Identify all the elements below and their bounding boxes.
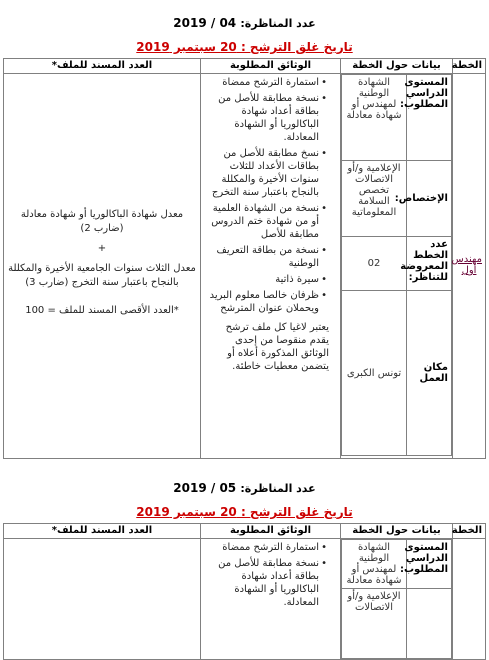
row-key: المستوى الدراسي المطلوب: <box>407 75 452 161</box>
row-key: المستوى الدراسي المطلوب: <box>407 540 452 589</box>
score-cell <box>4 74 201 459</box>
docs-cell <box>201 74 341 459</box>
contest-label: عدد المناظرة: <box>240 482 316 495</box>
list-item: • استمارة الترشح ممضاة <box>204 76 327 89</box>
list-item: • ظرفان خالصا معلوم البريد ويحملان عنوان المترشح <box>204 289 327 315</box>
plan-name-cell <box>453 539 486 660</box>
contest-section-05 <box>0 479 489 660</box>
header-score: العدد المسند للملف* <box>4 524 201 539</box>
docs-list <box>204 76 337 315</box>
row-value: الشهادة الوطنية لمهندس أو شهادة معادلة <box>342 75 407 161</box>
plan-name-link[interactable]: مهندس أول <box>453 74 486 459</box>
list-item: • نسخة مطابقة للأصل من بطاقة أعداد شهادة الباكالوريا أو الشهادة المعادلة. <box>204 92 327 144</box>
header-docs: الوثائق المطلوبة <box>201 59 341 74</box>
row-value: الإعلامية و/أو الاتصالات تخصص السلامة المعلوماتية <box>342 161 407 237</box>
header-plan: الخطة <box>453 59 486 74</box>
contest-heading <box>0 0 489 36</box>
docs-cell <box>201 539 341 660</box>
list-item: • نسخة من الشهادة العلمية أو من شهادة ختم الدروس مطابقة للأصل <box>204 202 327 241</box>
plan-table <box>3 58 486 459</box>
score-plus: + <box>97 243 107 254</box>
row-value: تونس الكبرى <box>342 291 407 456</box>
header-docs: الوثائق المطلوبة <box>201 524 341 539</box>
row-value: الشهادة الوطنية لمهندس أو شهادة معادلة <box>342 540 407 589</box>
row-key: الإختصاص: <box>407 161 452 237</box>
deadline: تاريخ غلق الترشح : 20 سبتمبر 2019 <box>136 40 353 54</box>
plan-data-cell <box>341 74 453 459</box>
row-key: مكان العمل <box>407 291 452 456</box>
docs-list <box>204 541 337 609</box>
docs-note: يعتبر لاغيا كل ملف ترشح يقدم منقوصا من إحدى الوثائق المذكورة أعلاه أو يتضمن معطيات خاطئة. <box>225 322 329 372</box>
list-item: • سيرة ذاتية <box>204 273 327 286</box>
header-plan-data: بيانات حول الخطة <box>341 59 453 74</box>
row-value: الإعلامية و/أو الاتصالات <box>342 589 407 659</box>
score-max: *العدد الأقصى المسند للملف = 100 <box>25 305 179 316</box>
contest-number: 04 / 2019 <box>173 16 237 30</box>
row-value: 02 <box>342 237 407 291</box>
plan-table <box>3 523 486 660</box>
contest-label: عدد المناظرة: <box>240 17 316 30</box>
score-cell <box>4 539 201 660</box>
plan-data-table <box>341 74 452 456</box>
contest-number: 05 / 2019 <box>173 481 237 495</box>
score-line1: معدل شهادة الباكالوريا أو شهادة معادلة (ضارب 2) <box>20 209 184 234</box>
plan-data-cell <box>341 539 453 660</box>
contest-heading <box>0 479 489 501</box>
header-plan-data: بيانات حول الخطة <box>341 524 453 539</box>
list-item: • نسخ مطابقة للأصل من بطاقات الأعداد للثلاث سنوات الأخيرة والمكللة بالنجاح باعتبار سنة التخرج <box>204 147 327 199</box>
list-item: • استمارة الترشح ممضاة <box>204 541 327 554</box>
list-item: • نسخة من بطاقة التعريف الوطنية <box>204 244 327 270</box>
list-item: • نسخة مطابقة للأصل من بطاقة أعداد شهادة الباكالوريا أو الشهادة المعادلة. <box>204 557 327 609</box>
plan-data-table <box>341 539 452 659</box>
row-key: عدد الخطط المعروضة للتناظر: <box>407 237 452 291</box>
header-score: العدد المسند للملف* <box>4 59 201 74</box>
header-plan: الخطة <box>453 524 486 539</box>
row-key <box>407 589 452 659</box>
deadline: تاريخ غلق الترشح : 20 سبتمبر 2019 <box>136 505 353 519</box>
score-line2: معدل الثلاث سنوات الجامعية الأخيرة والمكللة بالنجاح باعتبار سنة التخرج (ضارب 3) <box>8 263 196 288</box>
